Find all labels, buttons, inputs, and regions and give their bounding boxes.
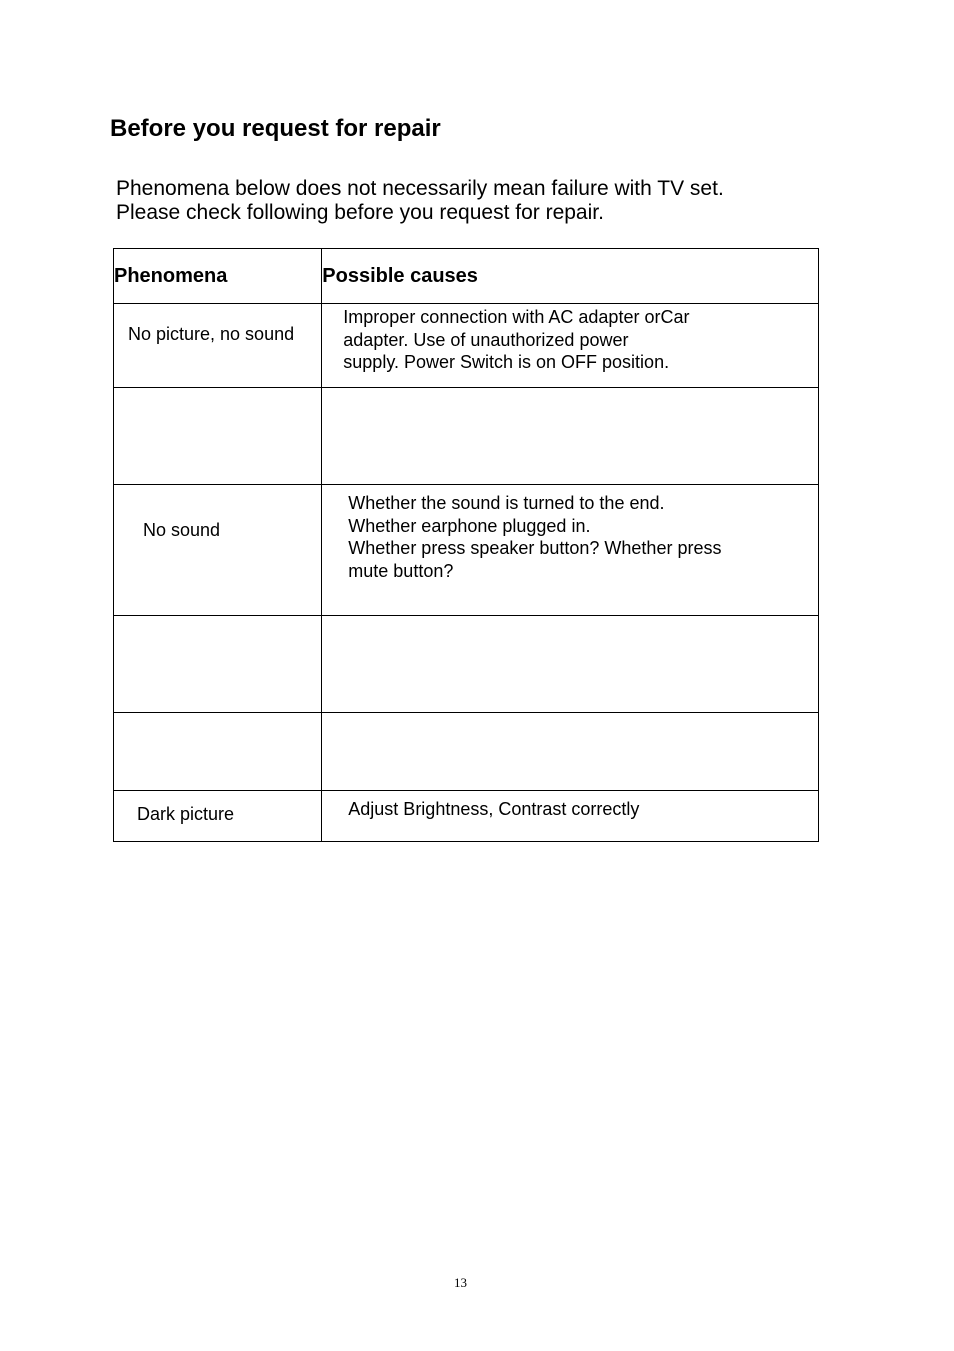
- phenomenon-cell: [114, 713, 322, 791]
- phenomenon-cell: [114, 616, 322, 713]
- phenomenon-cell: [114, 485, 322, 616]
- table-row: [114, 791, 819, 842]
- phenomenon-label: No picture, no sound: [128, 324, 295, 344]
- intro-line: Please check following before you request for repair.: [116, 201, 604, 224]
- table-row: [114, 713, 819, 791]
- cause-line: Whether press speaker button? Whether press: [348, 538, 722, 558]
- causes-cell: [322, 616, 819, 713]
- page-number: 13: [454, 1275, 467, 1290]
- cause-line: mute button?: [348, 560, 454, 581]
- table-row: [114, 304, 819, 388]
- causes-cell: [322, 713, 819, 791]
- table-row: [114, 485, 819, 616]
- cause-line: adapter. Use of unauthorized power: [343, 329, 629, 350]
- page-title: Before you request for repair: [110, 115, 441, 142]
- phenomenon-label: No sound: [143, 520, 221, 540]
- phenomenon-cell: [114, 791, 322, 842]
- table-header-row: [114, 249, 819, 304]
- intro-line: Phenomena below does not necessarily mean failure with TV set.: [116, 177, 724, 200]
- cause-line: supply. Power Switch is on OFF position.: [343, 352, 670, 372]
- causes-cell: [322, 388, 819, 485]
- table-row: [114, 388, 819, 485]
- troubleshooting-table: [113, 248, 819, 842]
- table-row: [114, 616, 819, 713]
- cause-line: Improper connection with AC adapter orCar: [343, 307, 690, 327]
- cause-line: Whether the sound is turned to the end.: [348, 493, 665, 513]
- phenomenon-cell: [114, 304, 322, 388]
- phenomenon-cell: [114, 388, 322, 485]
- causes-cell: [322, 304, 819, 388]
- cause-line: Whether earphone plugged in.: [348, 515, 591, 536]
- phenomenon-label: Dark picture: [137, 804, 235, 824]
- causes-cell: [322, 791, 819, 842]
- intro-text: [116, 177, 724, 225]
- column-header-possible-causes: Possible causes: [322, 249, 819, 304]
- causes-cell: [322, 485, 819, 616]
- cause-line: Adjust Brightness, Contrast correctly: [348, 799, 640, 819]
- column-header-phenomena: Phenomena: [114, 249, 322, 304]
